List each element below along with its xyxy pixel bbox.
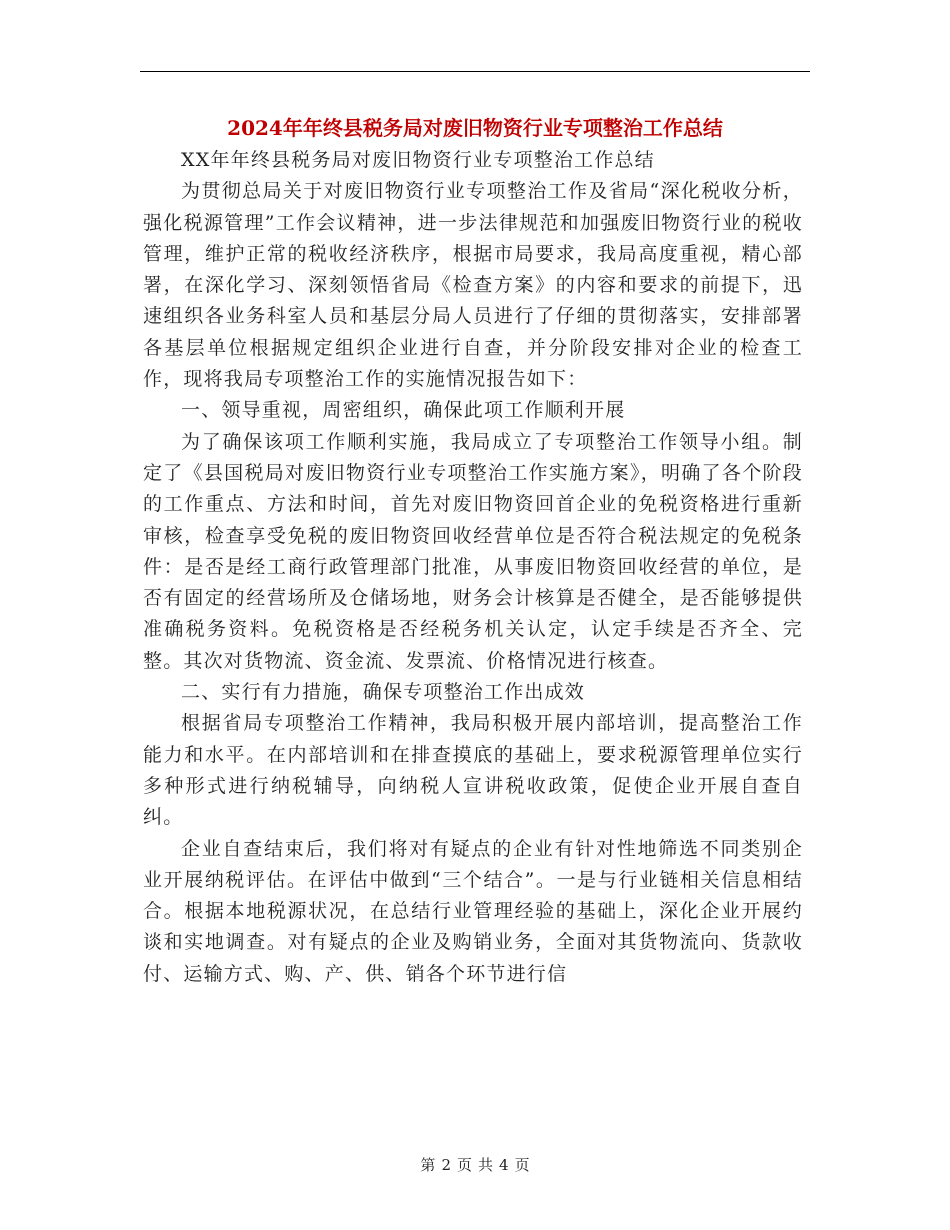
total-prefix: 共 xyxy=(478,1156,494,1174)
current-page-number: 2 xyxy=(441,1156,451,1174)
section-heading-2: 二、实行有力措施，确保专项整治工作出成效 xyxy=(181,681,586,704)
total-page-count: 4 xyxy=(499,1156,509,1174)
intro-paragraph: 为贯彻总局关于对废旧物资行业专项整治工作及省局“深化税收分析，强化税源管理”工作会议精神，进一步法律规范和加强废旧物资行业的税收管理，维护正常的税收经济秩序，根据市局要求，我局高度重视，精心部署，在深化学习、深刻领悟省局《检查方案》的内容和要求的前提下，迅速组织各业务科室人员和基层分局人员进行了仔细的贯彻落实，安排部署各基层单位根据规定组织企业进行自查，并分阶段安排对企业的检查工作，现将我局专项整治工作的实施情况报告如下： xyxy=(143,180,803,391)
section-1-paragraph: 为了确保该项工作顺利实施，我局成立了专项整治工作领导小组。制定了《县国税局对废旧物资行业专项整治工作实施方案》，明确了各个阶段的工作重点、方法和时间，首先对废旧物资回首企业的免税资格进行重新审核，检查享受免税的废旧物资回收经营单位是否符合税法规定的免税条件：是否是经工商行政管理部门批准，从事废旧物资回收经营的单位，是否有固定的经营场所及仓储场地，财务会计核算是否健全，是否能够提供准确税务资料。免税资格是否经税务机关认定，认定手续是否齐全、完整。其次对货物流、资金流、发票流、价格情况进行核查。 xyxy=(143,430,803,672)
section-heading-1: 一、领导重视，周密组织，确保此项工作顺利开展 xyxy=(181,399,626,422)
section-2-paragraph-1: 根据省局专项整治工作精神，我局积极开展内部培训，提高整治工作能力和水平。在内部培训和在排查摸底的基础上，要求税源管理单位实行多种形式进行纳税辅导，向纳税人宣讲税收政策，促使企业开展自查自纠。 xyxy=(143,712,803,829)
document-body xyxy=(143,145,803,990)
page-footer xyxy=(0,1153,950,1177)
section-2-paragraph-2: 企业自查结束后，我们将对有疑点的企业有针对性地筛选不同类别企业开展纳税评估。在评估中做到“三个结合”。一是与行业链相关信息相结合。根据本地税源状况，在总结行业管理经验的基础上，深化企业开展约谈和实地调查。对有疑点的企业及购销业务，全面对其货物流向、货款收付、运输方式、购、产、供、销各个环节进行信 xyxy=(143,837,803,985)
subtitle-paragraph: XX年年终县税务局对废旧物资行业专项整治工作总结 xyxy=(181,149,655,171)
document-title: 2024年年终县税务局对废旧物资行业专项整治工作总结 xyxy=(227,116,723,140)
total-suffix: 页 xyxy=(514,1156,530,1174)
page-prefix: 第 xyxy=(420,1156,436,1174)
header-rule xyxy=(140,71,810,72)
page-suffix: 页 xyxy=(456,1156,472,1174)
